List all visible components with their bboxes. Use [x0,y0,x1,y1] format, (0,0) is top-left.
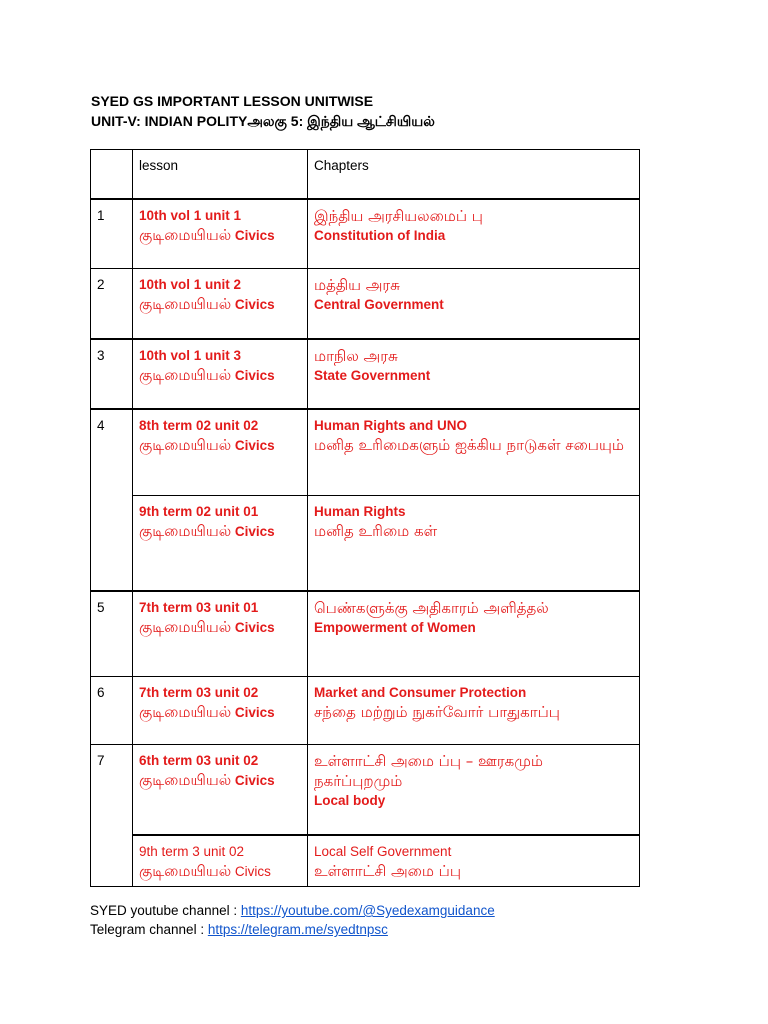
lesson-cell [133,269,308,339]
chapter-tamil: மாநில அரசு [314,346,398,365]
chapter-tamil: இந்திய அரசியலமைப் பு [314,206,483,225]
youtube-link[interactable]: https://youtube.com/@Syedexamguidance [240,903,495,918]
lesson-ref: 9th term 02 unit 01 [139,504,259,519]
table-row [91,745,640,835]
unit-heading-num: 5: [286,113,308,129]
lesson-cell [133,409,308,496]
table-row [91,496,640,591]
lesson-ref: 9th term 3 unit 02 [139,843,245,859]
lesson-civics: Civics [231,619,275,635]
row-number: 2 [91,269,133,339]
row-number: 5 [91,591,133,677]
unit-heading-prefix: UNIT-V: INDIAN POLITY [91,113,248,129]
chapter-english: Market and Consumer Protection [314,685,527,700]
lesson-ref: 10th vol 1 unit 2 [139,277,242,292]
table-row [91,339,640,409]
lesson-civics: Civics [231,705,275,720]
lesson-tamil: குடிமையியல் [139,295,232,313]
chapter-tamil: மனித உரிமைகளும் ஐக்கிய நாடுகள் சபையும் [314,435,624,454]
telegram-label: Telegram channel : [90,922,208,937]
chapter-tamil: மத்திய அரசு [314,276,400,294]
chapter-tamil: பெண்களுக்கு அதிகாரம் அளித்தல் [314,598,549,617]
lesson-ref: 8th term 02 unit 02 [139,417,259,433]
unit-heading [91,112,435,130]
table-row [91,677,640,745]
chapter-tamil: உள்ளாட்சி அமை ப்பு [314,861,461,880]
chapter-cell [308,409,640,496]
chapter-cell [308,496,640,591]
lesson-civics: Civics [231,227,275,243]
youtube-label: SYED youtube channel : [90,903,241,918]
chapter-english: Local Self Government [314,843,452,859]
chapter-english: Human Rights and UNO [314,417,468,433]
table-row [91,199,640,269]
chapter-tamil: உள்ளாட்சி அமை ப்பு – ஊரகமும் நகர்ப்புறமும் [314,752,543,790]
chapter-english: Local body [314,793,386,808]
chapter-english: Human Rights [314,504,406,519]
chapter-english: Constitution of India [314,227,446,243]
chapter-cell [308,745,640,835]
header-lesson-cell: lesson [133,150,308,199]
telegram-line [90,921,388,939]
lesson-civics: Civics [231,524,275,539]
lesson-tamil: குடிமையியல் [139,365,232,384]
lesson-cell [133,745,308,835]
document-title: SYED GS IMPORTANT LESSON UNITWISE [91,93,374,109]
youtube-line [90,902,495,920]
table-row [91,409,640,496]
lesson-cell [133,835,308,887]
row-number: 1 [91,199,133,269]
lesson-civics: Civics [231,773,275,788]
table-row [91,269,640,339]
chapter-cell [308,591,640,677]
unit-heading-tamil-b: இந்திய ஆட்சியியல் [307,113,435,129]
row-number: 7 [91,745,133,887]
lesson-cell [133,339,308,409]
chapter-cell [308,269,640,339]
chapter-cell [308,835,640,887]
chapter-tamil: சந்தை மற்றும் நுகர்வோர் பாதுகாப்பு [314,703,560,721]
lesson-tamil: குடிமையியல் [139,861,232,880]
lessons-table [90,149,640,887]
lesson-ref: 6th term 03 unit 02 [139,753,259,768]
table-row [91,591,640,677]
chapter-english: Central Government [314,297,444,312]
lesson-cell [133,591,308,677]
lesson-civics: Civics [231,367,275,383]
lesson-tamil: குடிமையியல் [139,703,232,721]
chapter-cell [308,677,640,745]
lesson-civics: Civics [231,297,275,312]
unit-heading-tamil-a: அலகு [247,113,287,129]
telegram-link[interactable]: https://telegram.me/syedtnpsc [207,922,388,937]
row-number: 4 [91,409,133,591]
lesson-ref: 10th vol 1 unit 1 [139,207,242,223]
row-number: 3 [91,339,133,409]
table-row [91,835,640,887]
chapter-english: Empowerment of Women [314,619,476,635]
chapter-cell [308,339,640,409]
lesson-ref: 7th term 03 unit 01 [139,599,259,615]
lesson-cell [133,677,308,745]
header-num-cell [91,150,133,199]
lesson-ref: 7th term 03 unit 02 [139,685,259,700]
lesson-tamil: குடிமையியல் [139,435,232,454]
lesson-tamil: குடிமையியல் [139,617,232,636]
header-chapters-cell: Chapters [308,150,640,199]
lesson-cell [133,496,308,591]
chapter-tamil: மனித உரிமை கள் [314,522,438,540]
lesson-tamil: குடிமையியல் [139,225,232,244]
lesson-cell [133,199,308,269]
lesson-ref: 10th vol 1 unit 3 [139,347,242,363]
lesson-tamil: குடிமையியல் [139,522,232,540]
lesson-tamil: குடிமையியல் [139,771,232,789]
row-number: 6 [91,677,133,745]
lesson-civics: Civics [231,863,271,879]
chapter-english: State Government [314,367,431,383]
lesson-civics: Civics [231,437,275,453]
table-header-row [91,150,640,199]
chapter-cell [308,199,640,269]
